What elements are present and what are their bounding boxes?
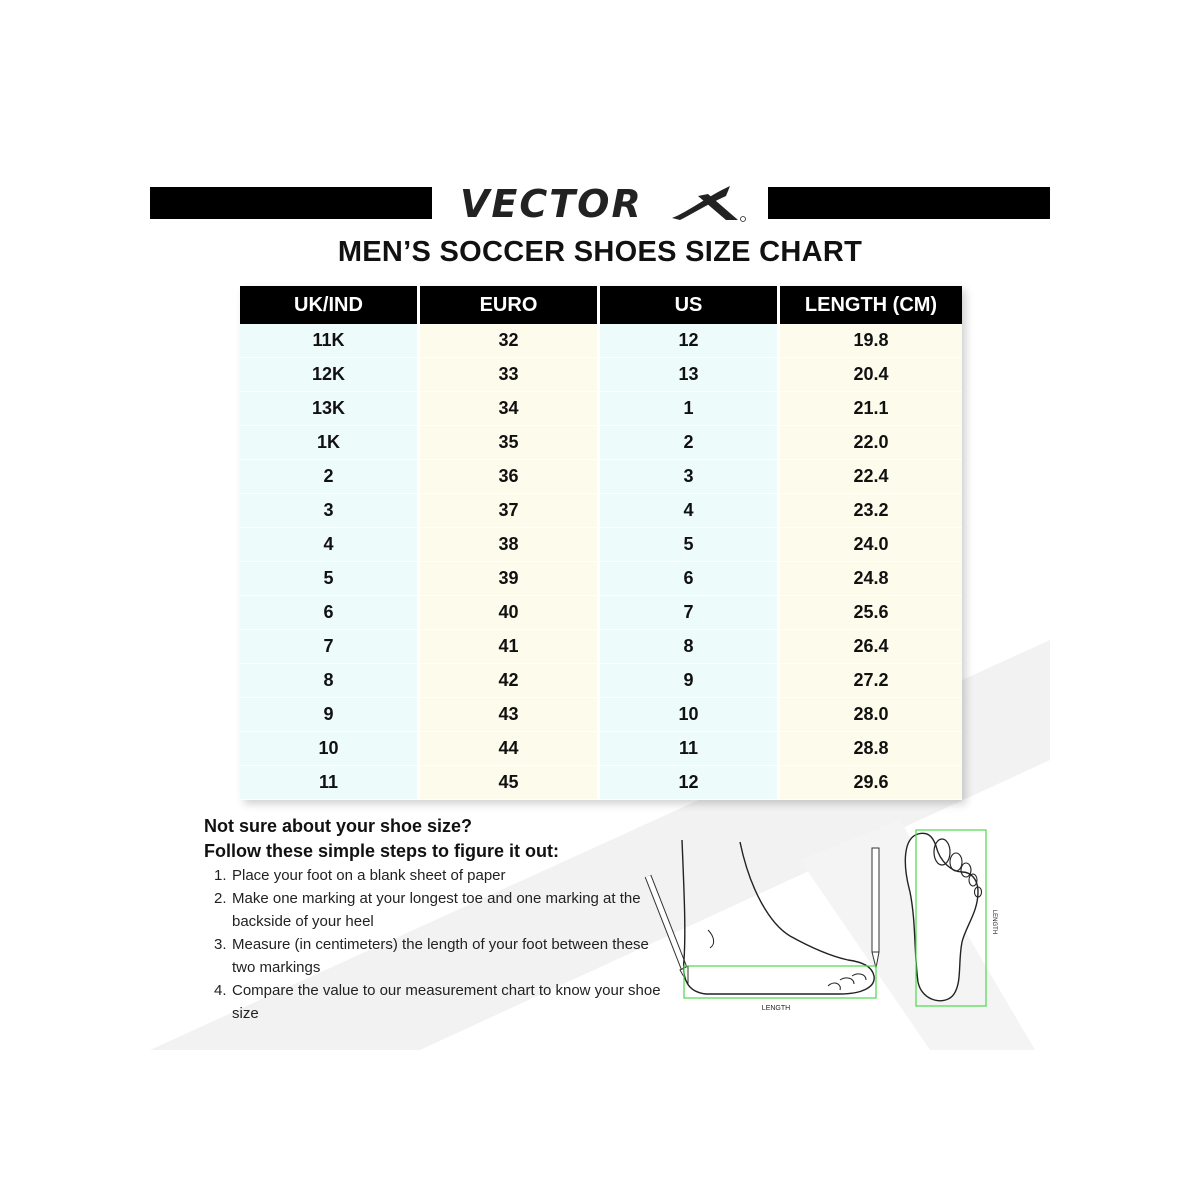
- foot-outline: [682, 840, 874, 994]
- help-heading: [204, 814, 559, 864]
- cell-uk-ind: 11: [240, 766, 420, 800]
- brand-logo: [460, 180, 750, 228]
- cell-length-cm: 25.6: [780, 596, 962, 630]
- foot-top-view-illustration: [896, 822, 1006, 1012]
- cell-us: 3: [600, 460, 780, 494]
- header-bar-left: [150, 187, 432, 219]
- cell-euro: 41: [420, 630, 600, 664]
- cell-us: 12: [600, 324, 780, 358]
- cell-us: 1: [600, 392, 780, 426]
- cell-euro: 43: [420, 698, 600, 732]
- cell-uk-ind: 4: [240, 528, 420, 562]
- cell-euro: 42: [420, 664, 600, 698]
- cell-uk-ind: 7: [240, 630, 420, 664]
- cell-length-cm: 20.4: [780, 358, 962, 392]
- cell-euro: 40: [420, 596, 600, 630]
- table-row: [240, 324, 962, 358]
- cell-euro: 38: [420, 528, 600, 562]
- cell-us: 4: [600, 494, 780, 528]
- cell-length-cm: 27.2: [780, 664, 962, 698]
- cell-length-cm: 29.6: [780, 766, 962, 800]
- logo-wordmark: VECTOR: [460, 182, 643, 226]
- top-length-label: LENGTH: [991, 909, 997, 935]
- table-header-row: [240, 286, 962, 324]
- cell-us: 7: [600, 596, 780, 630]
- header-euro: EURO: [420, 286, 600, 324]
- table-row: [240, 494, 962, 528]
- cell-length-cm: 22.0: [780, 426, 962, 460]
- step-text: Place your foot on a blank sheet of paper: [232, 867, 506, 884]
- cell-euro: 37: [420, 494, 600, 528]
- cell-us: 10: [600, 698, 780, 732]
- step-item: 4. Compare the value to our measurement chart to know your shoe size: [214, 982, 661, 1022]
- table-row: [240, 596, 962, 630]
- cell-length-cm: 24.8: [780, 562, 962, 596]
- cell-length-cm: 22.4: [780, 460, 962, 494]
- cell-euro: 34: [420, 392, 600, 426]
- cell-length-cm: 19.8: [780, 324, 962, 358]
- cell-length-cm: 28.0: [780, 698, 962, 732]
- cell-length-cm: 26.4: [780, 630, 962, 664]
- cell-euro: 45: [420, 766, 600, 800]
- cell-uk-ind: 5: [240, 562, 420, 596]
- step-item: 2. Make one marking at your longest toe and one marking at the backside of your heel: [214, 890, 641, 930]
- cell-euro: 44: [420, 732, 600, 766]
- cell-euro: 39: [420, 562, 600, 596]
- header-uk-ind: UK/IND: [240, 286, 420, 324]
- table-row: [240, 732, 962, 766]
- table-row: [240, 766, 962, 800]
- cell-us: 2: [600, 426, 780, 460]
- step-text: Compare the value to our measurement chart to know your shoe size: [232, 982, 661, 1022]
- cell-length-cm: 28.8: [780, 732, 962, 766]
- cell-us: 12: [600, 766, 780, 800]
- table-row: [240, 426, 962, 460]
- table-body: [240, 324, 962, 800]
- cell-length-cm: 24.0: [780, 528, 962, 562]
- step-item: 1. Place your foot on a blank sheet of paper: [214, 867, 506, 884]
- cell-length-cm: 23.2: [780, 494, 962, 528]
- header-length-cm: LENGTH (CM): [780, 286, 962, 324]
- pencil-right-icon: [872, 848, 879, 968]
- side-length-label: LENGTH: [761, 1005, 791, 1012]
- cell-uk-ind: 13K: [240, 392, 420, 426]
- table-row: [240, 528, 962, 562]
- cell-us: 5: [600, 528, 780, 562]
- table-row: [240, 460, 962, 494]
- page-title: MEN’S SOCCER SHOES SIZE CHART: [337, 236, 863, 268]
- foot-side-view-illustration: [640, 830, 900, 1030]
- cell-us: 8: [600, 630, 780, 664]
- table-row: [240, 698, 962, 732]
- step-text: Make one marking at your longest toe and one marking at the backside of your heel: [232, 890, 641, 930]
- table-row: [240, 630, 962, 664]
- cell-euro: 33: [420, 358, 600, 392]
- cell-us: 9: [600, 664, 780, 698]
- help-heading-line1: Not sure about your shoe size?: [204, 816, 473, 836]
- size-chart-table: [240, 286, 962, 800]
- cell-us: 11: [600, 732, 780, 766]
- header-bar-right: [768, 187, 1050, 219]
- table-row: [240, 664, 962, 698]
- cell-euro: 35: [420, 426, 600, 460]
- logo-x-icon: [668, 182, 748, 224]
- help-heading-line2: Follow these simple steps to figure it out:: [204, 841, 560, 861]
- pencil-left-icon: [648, 876, 688, 984]
- step-item: 3. Measure (in centimeters) the length of your foot between these two markings: [214, 936, 649, 976]
- cell-length-cm: 21.1: [780, 392, 962, 426]
- cell-us: 13: [600, 358, 780, 392]
- step-text: Measure (in centimeters) the length of your foot between these two markings: [232, 936, 649, 976]
- table-row: [240, 562, 962, 596]
- cell-uk-ind: 2: [240, 460, 420, 494]
- cell-uk-ind: 11K: [240, 324, 420, 358]
- cell-uk-ind: 6: [240, 596, 420, 630]
- table-row: [240, 358, 962, 392]
- cell-uk-ind: 8: [240, 664, 420, 698]
- cell-uk-ind: 9: [240, 698, 420, 732]
- header-us: US: [600, 286, 780, 324]
- cell-uk-ind: 10: [240, 732, 420, 766]
- cell-euro: 36: [420, 460, 600, 494]
- cell-euro: 32: [420, 324, 600, 358]
- cell-uk-ind: 1K: [240, 426, 420, 460]
- cell-us: 6: [600, 562, 780, 596]
- measurement-steps: [214, 864, 664, 1025]
- cell-uk-ind: 12K: [240, 358, 420, 392]
- cell-uk-ind: 3: [240, 494, 420, 528]
- table-row: [240, 392, 962, 426]
